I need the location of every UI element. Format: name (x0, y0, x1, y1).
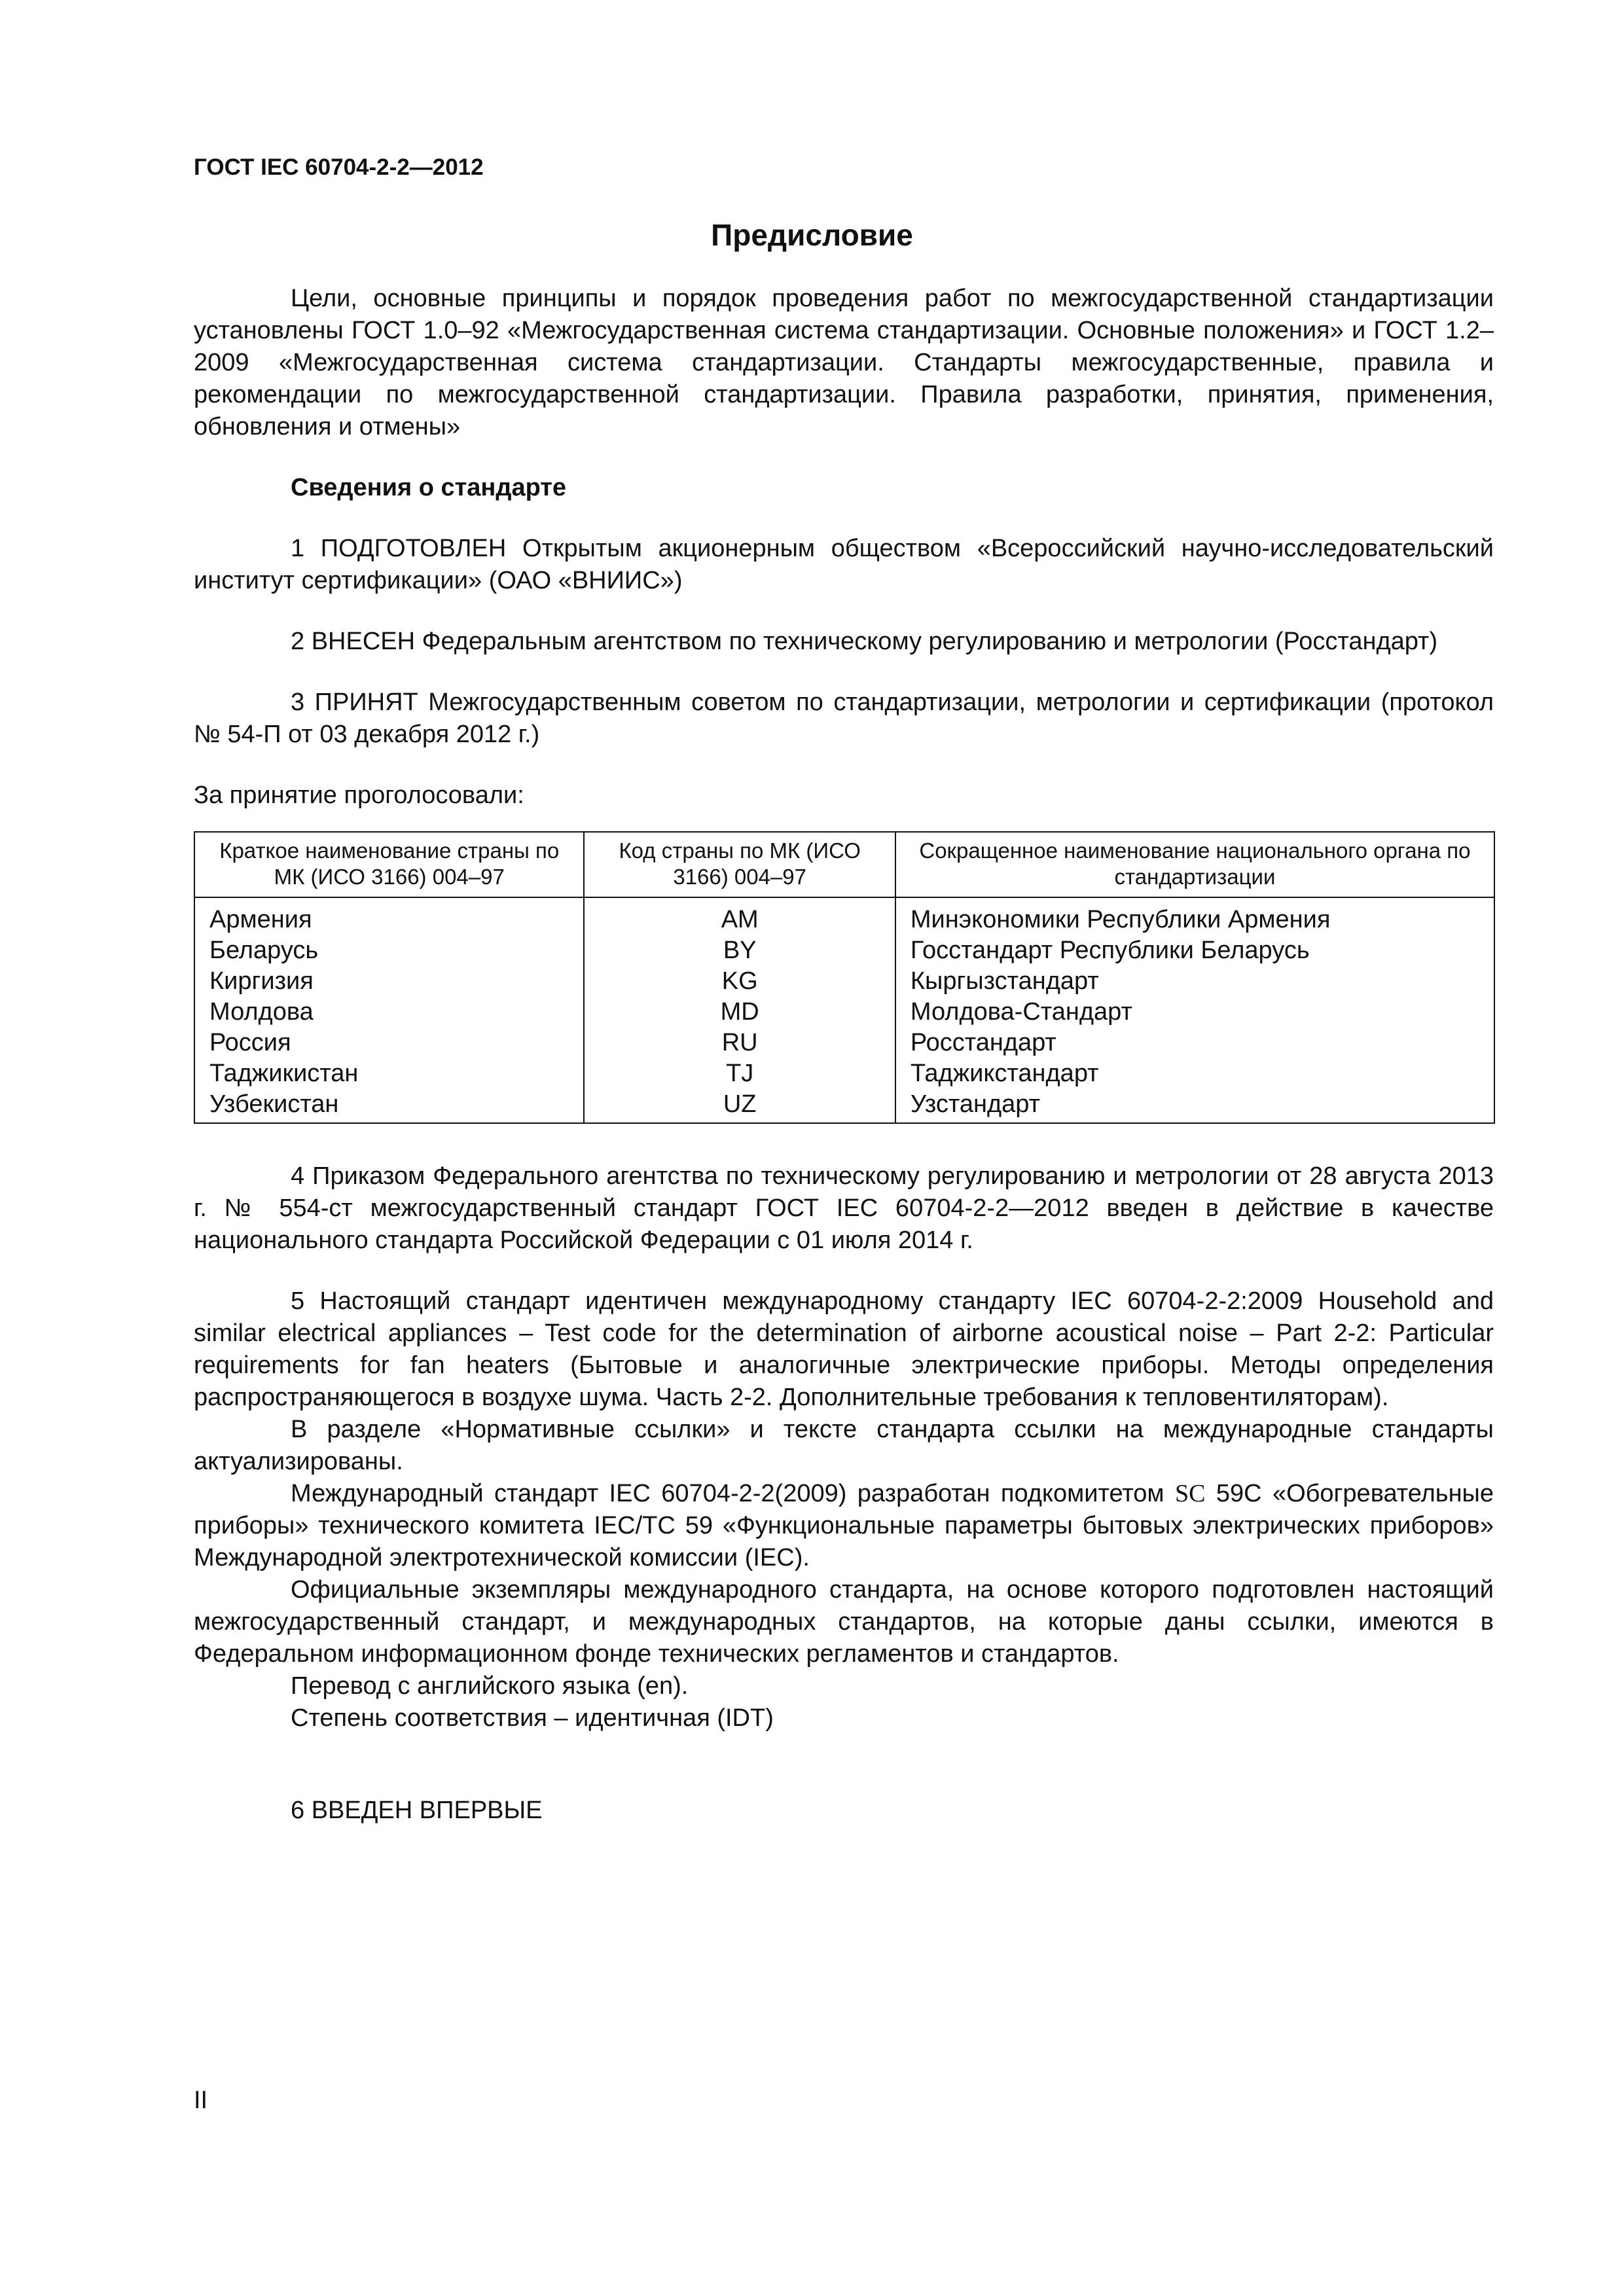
cell-code: MD (584, 997, 895, 1028)
cell-country: Армения (194, 897, 584, 935)
page-number: II (194, 2087, 208, 2114)
cell-country: Киргизия (194, 966, 584, 997)
header-country-code: Код страны по МК (ИСО 3166) 004–97 (584, 832, 895, 897)
table-row (194, 1028, 1494, 1058)
item-adopted: 3 ПРИНЯТ Межгосударственным советом по стандартизации, метрологии и сертификации (протокол № 54-П от 03 декабря 2012 г.) (194, 689, 1494, 748)
cell-code: TJ (584, 1058, 895, 1089)
table-row (194, 1089, 1494, 1123)
cell-body: Таджикстандарт (895, 1058, 1494, 1089)
header-standards-body: Сокращенное наименование национального органа по стандартизации (895, 832, 1494, 897)
cell-code: AM (584, 897, 895, 935)
header-country-name: Краткое наименование страны по МК (ИСО 3166) 004–97 (194, 832, 584, 897)
item-prepared: 1 ПОДГОТОВЛЕН Открытым акционерным обществом «Всероссийский научно-исследовательский институт сертификации» (ОАО «ВНИИС») (194, 535, 1494, 594)
table-row (194, 935, 1494, 966)
page-title: Предисловие (711, 218, 913, 252)
cell-country: Таджикистан (194, 1058, 584, 1089)
translation-note: Перевод с английского языка (en). (291, 1672, 689, 1700)
cell-country: Молдова (194, 997, 584, 1028)
table-row (194, 966, 1494, 997)
intro-paragraph: Цели, основные принципы и порядок проведения работ по межгосударственной стандартизации установлены ГОСТ 1.0–92 «Межгосударственная система стандартизации. Основные положения» и ГОСТ 1.2–2009 «Межгосударственная система стандартизации. Стандарты межгосударственные, правила и рекомендации по межгосударственной стандартизации. Правила разработки, принятия, применения, обновления и отмены» (194, 285, 1494, 440)
item-identical: 5 Настоящий стандарт идентичен международному стандарту IEC 60704-2-2:2009 Household and similar electrical appliances – Test code for the determination of airborne acoustical noise – Part 2-2: Particular requirements for fan heaters (Бытовые и аналогичные электрические приборы. Методы определения распространяющегося в воздухе шума. Часть 2-2. Дополнительные требования к тепловентиляторам). (194, 1287, 1494, 1411)
document-body (194, 283, 1494, 1827)
cell-body: Госстандарт Республики Беларусь (895, 935, 1494, 966)
references-note: В разделе «Нормативные ссылки» и тексте стандарта ссылки на международные стандарты актуализированы. (194, 1416, 1494, 1475)
developed-text-start: Международный стандарт IEC 60704-2-2(2009) разработан подкомитетом (291, 1480, 1175, 1507)
item-submitted: 2 ВНЕСЕН Федеральным агентством по техническому регулированию и метрологии (Росстандарт) (291, 628, 1438, 655)
developed-note (194, 1478, 1494, 1574)
subcommittee-abbrev: SC (1174, 1480, 1206, 1507)
section-heading: Сведения о стандарте (291, 474, 567, 501)
document-code: ГОСТ IEC 60704-2-2—2012 (194, 154, 484, 180)
developed-text-end: 59С «Обогревательные приборы» технического комитета IEC/TC 59 «Функциональные параметры бытовых электрических приборов» Международной электротехнической комиссии (IEC). (194, 1480, 1494, 1571)
cell-code: KG (584, 966, 895, 997)
cell-body: Кыргызстандарт (895, 966, 1494, 997)
table-row (194, 997, 1494, 1028)
cell-body: Росстандарт (895, 1028, 1494, 1058)
conformity-note: Степень соответствия – идентичная (IDT) (291, 1704, 774, 1732)
table-row (194, 897, 1494, 935)
item-first-introduced: 6 ВВЕДЕН ВПЕРВЫЕ (291, 1797, 543, 1824)
cell-body: Минэкономики Республики Армения (895, 897, 1494, 935)
table-row (194, 1058, 1494, 1089)
cell-body: Узстандарт (895, 1089, 1494, 1123)
voting-countries-table (194, 831, 1495, 1124)
cell-country: Россия (194, 1028, 584, 1058)
item-order: 4 Приказом Федерального агентства по техническому регулированию и метрологии от 28 августа 2013 г. № 554-ст межгосударственный стандарт ГОСТ IEC 60704-2-2—2012 введен в действие в качестве национального стандарта Российской Федерации с 01 июля 2014 г. (194, 1162, 1494, 1254)
cell-body: Молдова-Стандарт (895, 997, 1494, 1028)
cell-code: UZ (584, 1089, 895, 1123)
cell-country: Беларусь (194, 935, 584, 966)
cell-code: RU (584, 1028, 895, 1058)
voted-label: За принятие проголосовали: (194, 781, 524, 809)
table-header-row (194, 832, 1494, 897)
cell-code: BY (584, 935, 895, 966)
cell-country: Узбекистан (194, 1089, 584, 1123)
official-copies-note: Официальные экземпляры международного стандарта, на основе которого подготовлен настоящий межгосударственный стандарт, и международных стандартов, на которые даны ссылки, имеются в Федеральном информационном фонде технических регламентов и стандартов. (194, 1576, 1494, 1668)
